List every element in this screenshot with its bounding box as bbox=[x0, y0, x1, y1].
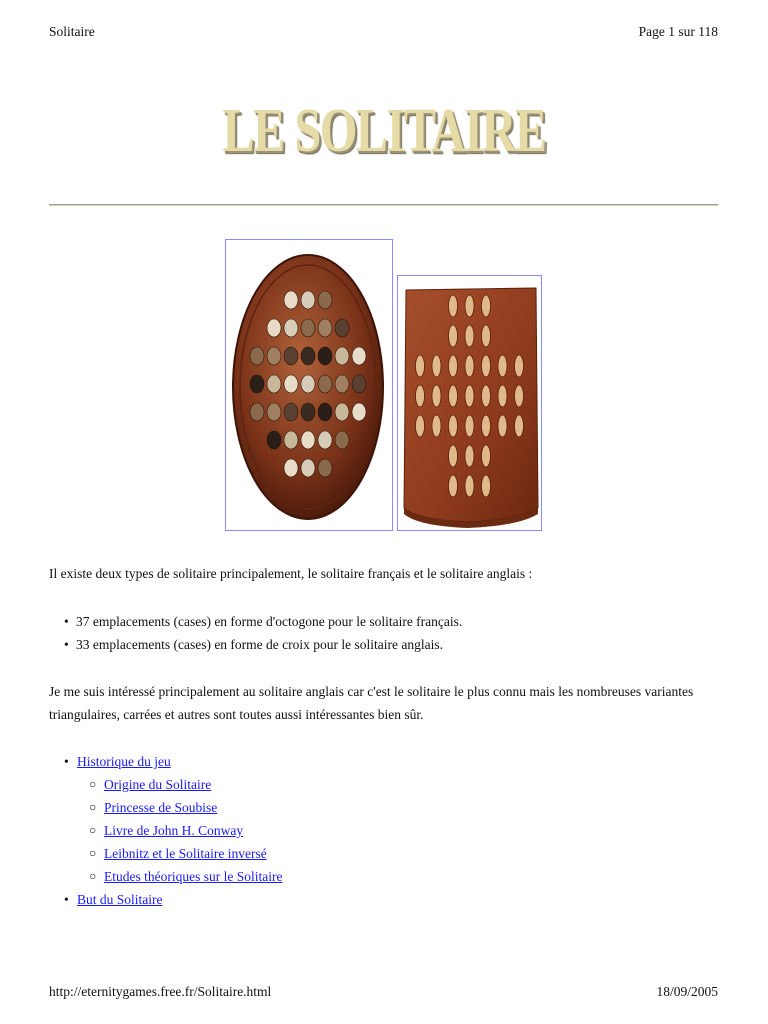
french-solitaire-image bbox=[225, 239, 393, 531]
link-etudes[interactable]: Etudes théoriques sur le Solitaire bbox=[104, 869, 283, 884]
list-item: • 37 emplacements (cases) en forme d'octogone pour le solitaire français. bbox=[49, 610, 462, 633]
sub-item bbox=[77, 842, 282, 865]
contents-item-goal bbox=[49, 888, 282, 911]
interest-paragraph: Je me suis intéressé principalement au solitaire anglais car c'est le solitaire le plus connu mais les nombreuses variantes triangulaires, carrées et autres sont toutes aussi intéressantes bien sûr. bbox=[49, 684, 694, 722]
solitaire-types-list bbox=[49, 610, 462, 656]
contents-item-history bbox=[49, 750, 282, 888]
footer-date: 18/09/2005 bbox=[656, 984, 718, 999]
link-historique[interactable]: Historique du jeu bbox=[77, 754, 171, 769]
sub-item bbox=[77, 773, 282, 796]
sub-item bbox=[77, 819, 282, 842]
header-left: Solitaire bbox=[49, 24, 95, 39]
link-princesse[interactable]: Princesse de Soubise bbox=[104, 800, 218, 815]
page-counter: Page 1 sur 118 bbox=[638, 24, 718, 39]
link-leibnitz[interactable]: Leibnitz et le Solitaire inversé bbox=[104, 846, 267, 861]
link-conway[interactable]: Livre de John H. Conway bbox=[104, 823, 244, 838]
history-sublist bbox=[77, 773, 282, 888]
sub-item bbox=[77, 865, 282, 888]
english-solitaire-image bbox=[397, 275, 542, 531]
sub-item bbox=[77, 796, 282, 819]
contents-list bbox=[49, 750, 282, 911]
link-but[interactable]: But du Solitaire bbox=[77, 892, 163, 907]
footer-url: http://eternitygames.free.fr/Solitaire.html bbox=[49, 984, 272, 999]
page-title: LE SOLITAIRE bbox=[222, 97, 546, 165]
title-divider bbox=[49, 204, 718, 206]
list-item: • 33 emplacements (cases) en forme de croix pour le solitaire anglais. bbox=[49, 633, 462, 656]
link-origine[interactable]: Origine du Solitaire bbox=[104, 777, 212, 792]
intro-text: Il existe deux types de solitaire principalement, le solitaire français et le solitaire anglais : bbox=[49, 566, 533, 581]
